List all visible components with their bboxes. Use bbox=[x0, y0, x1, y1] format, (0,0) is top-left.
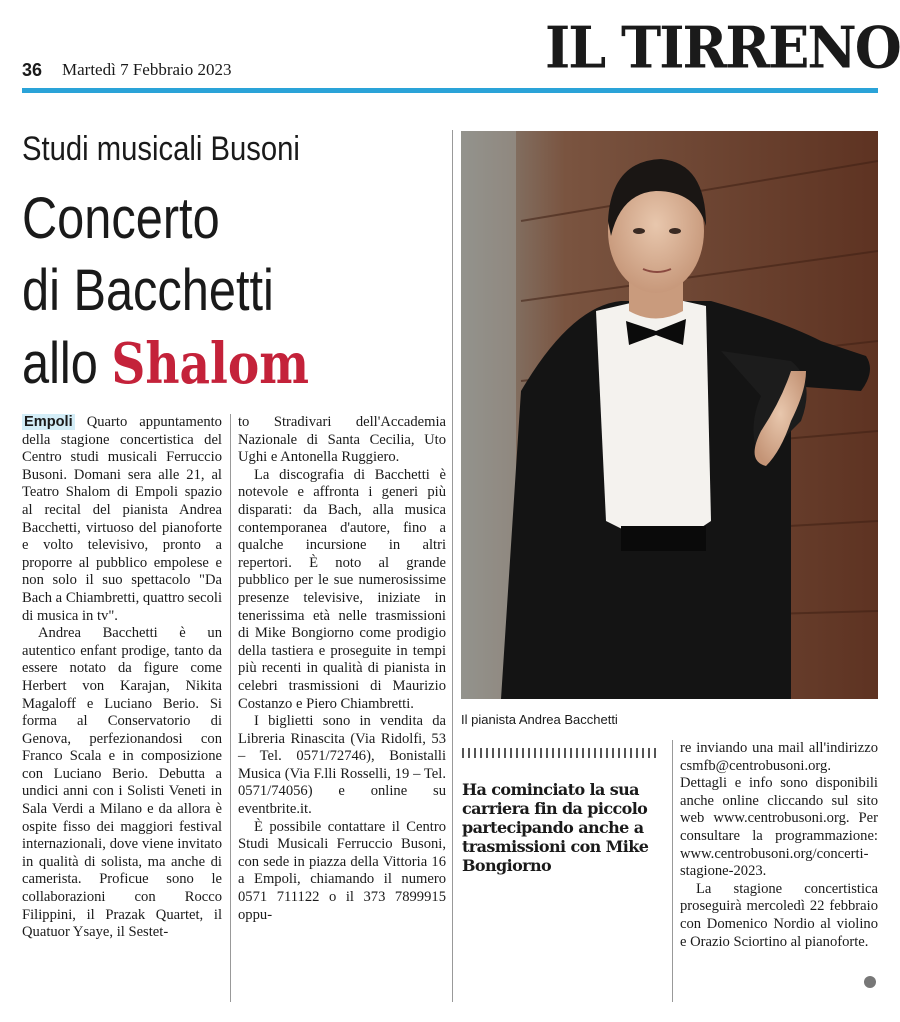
headline-line-1: Concerto bbox=[22, 186, 220, 251]
paragraph-text: Quarto appuntamento della stagione concertistica del Centro studi musicali Ferruccio Busoni. Domani sera alle 21, al Teatro Shalom di Empoli spazio al recital del pianista Andrea Bacchetti, virtuoso del pianoforte e volto televisivo, pronto a proporre al pubblico empolese e non solo il suo spettacolo "Da Bach a Chiambretti, quattro secoli di musica in tv". bbox=[22, 414, 222, 624]
article-end-mark bbox=[864, 976, 876, 988]
column-divider bbox=[672, 740, 673, 1002]
article-kicker: Studi musicali Busoni bbox=[22, 130, 300, 168]
headline-line-2: di Bacchetti bbox=[22, 258, 274, 323]
headline-accent: Shalom bbox=[111, 331, 310, 397]
pull-quote-ornament bbox=[462, 748, 660, 758]
article-paragraph bbox=[22, 414, 222, 625]
headline-line-3 bbox=[22, 331, 310, 397]
article-paragraph: I biglietti sono in vendita da Libreria Rinascita (Via Ridolfi, 53 – Tel. 0571/72746), Bonistalli Musica (Via F.lli Rosselli, 19 – Tel. 0571/74056) e online su eventbrite.it. bbox=[238, 713, 446, 818]
photo-caption: Il pianista Andrea Bacchetti bbox=[461, 712, 618, 727]
article-column-3 bbox=[680, 740, 878, 951]
article-paragraph: La stagione concertistica proseguirà mercoledì 22 febbraio con Domenico Nordio al violino e Orazio Sciortino al pianoforte. bbox=[680, 880, 878, 950]
newspaper-masthead: IL TIRRENO bbox=[545, 14, 900, 82]
article-paragraph: La discografia di Bacchetti è notevole e affronta i generi più disparati: da Bach, alla musica contemporanea d'autore, fino a qualche incursione in altri repertori. È noto al grande pubblico per le sue numerosissime presenze televisive, iniziate in tenerissima età nelle trasmissioni di Mike Bongiorno come prodigio della tastiera e proseguite in tempi più recenti in qualità di pianista in celebri trasmissioni di Maurizio Costanzo e Piero Chiambretti. bbox=[238, 466, 446, 712]
dateline: Empoli bbox=[24, 414, 73, 430]
article-paragraph: re inviando una mail all'indirizzo csmfb@centrobusoni.org. Dettagli e info sono disponibili anche online cliccando sul sito web www.centrobusoni.org. Per consultare la programmazione: www.centrobusoni.org/concerti-stagione-2023. bbox=[680, 740, 878, 880]
article-paragraph: to Stradivari dell'Accademia Nazionale di Santa Cecilia, Uto Ughi e Antonella Ruggiero. bbox=[238, 414, 446, 466]
article-paragraph: Andrea Bacchetti è un autentico enfant prodige, tanto da essere notato da figure come Herbert von Karajan, Nikita Magaloff e Luciano Berio. Si forma al Conservatorio di Genova, perfezionandosi con Franco Scala e in composizione con Luciano Berio. Debutta a undici anni con i Solisti Veneti in Sala Verdi a Milano e da allora è ospite fisso dei maggiori festival internazionali, dove viene invitato in qualità di solista, ma anche di camerista. Proficue sono le collaborazioni con Rocco Filippini, il Prazak Quartet, il Quatuor Ysaye, il Sestet- bbox=[22, 625, 222, 941]
header-rule bbox=[22, 88, 878, 93]
article-column-1 bbox=[22, 414, 222, 942]
issue-date: Martedì 7 Febbraio 2023 bbox=[62, 60, 232, 79]
article-paragraph: È possibile contattare il Centro Studi Musicali Ferruccio Busoni, con sede in piazza della Vittoria 16 a Empoli, chiamando il numero 0571 711122 o il 373 7899915 oppu- bbox=[238, 818, 446, 923]
pianist-photo bbox=[461, 131, 878, 699]
headline-line-3-text: allo bbox=[22, 331, 112, 396]
article-column-2 bbox=[238, 414, 446, 924]
column-divider bbox=[230, 414, 231, 1002]
page-number: 36 bbox=[22, 60, 43, 80]
pull-quote: Ha cominciato la sua carriera fin da piccolo partecipando anche a trasmissioni con Mike Bongiorno bbox=[462, 780, 649, 875]
column-divider bbox=[452, 130, 453, 1002]
